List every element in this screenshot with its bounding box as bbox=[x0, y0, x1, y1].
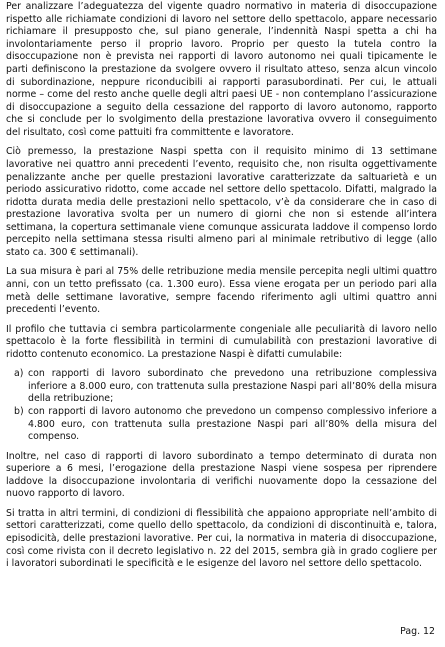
paragraph-1: Per analizzare l’adeguatezza del vigente quadro normativo in materia di disoccupazione rispetto alle richiamate condizioni di lavoro nel settore dello spettacolo, appare necessario richiamare il presupposto che, sul piano generale, l’indennità Naspi spetta a chi ha involontariamente perso il proprio lavoro. Proprio per questo la tutela contro la disoccupazione non è prevista nei rapporti di lavoro autonomo nei quali tipicamente le parti definiscono la prestazione da svolgere ovvero il risultato atteso, senza alcun vincolo di subordinazione, neppure riconducibili ai rapporti parasubordinati. Per cui, le attuali norme – come del resto anche quelle degli altri paesi UE - non contemplano l’assicurazione di disoccupazione a seguito della cessazione del rapporto di lavoro autonomo, rapporto che si conclude per lo svolgimento della prestazione lavorativa ovvero il conseguimento del risultato, così come pattuiti fra committente e lavoratore. bbox=[6, 1, 437, 138]
list-item bbox=[6, 406, 437, 444]
cumulability-list bbox=[6, 368, 437, 444]
list-marker: a) bbox=[14, 368, 24, 380]
list-marker: b) bbox=[14, 406, 24, 417]
list-item bbox=[6, 368, 437, 406]
paragraph-5: Inoltre, nel caso di rapporti di lavoro subordinato a tempo determinato di durata non superiore a 6 mesi, l’erogazione della prestazione Naspi viene sospesa per riprendere laddove la disoccupazione involontaria di verifichi nuovamente dopo la cessazione del nuovo rapporto di lavoro. bbox=[6, 450, 437, 500]
list-item-text: con rapporti di lavoro autonomo che prevedono un compenso complessivo inferiore a 4.800 euro, con trattenuta sulla prestazione Naspi pari all’80% della misura del compenso. bbox=[28, 406, 437, 443]
paragraph-4: Il profilo che tuttavia ci sembra particolarmente congeniale alle peculiarità di lavoro nello spettacolo è la forte flessibilità in termini di cumulabilità con prestazioni lavorative di ridotto contenuto economico. La prestazione Naspi è difatti cumulabile: bbox=[6, 323, 437, 360]
paragraph-2: Ciò premesso, la prestazione Naspi spetta con il requisito minimo di 13 settimane lavorative nei quattro anni precedenti l’evento, requisito che, non risulta oggettivamente penalizzante anche per quelle prestazioni lavorative caratterizzate da saltuarietà e un periodo assicurativo ridotto, come accade nel settore dello spettacolo. Difatti, malgrado la ridotta durata media delle prestazioni nello spettacolo, v’è da considerare che in caso di prestazione lavorativa svolta per un numero di giorni che non si estende all’intera settimana, la copertura settimanale viene comunque assicurata laddove il compenso lordo percepito nella settimana stessa risulti almeno pari al minimale retributivo di legge (allo stato ca. 300 € settimanali). bbox=[6, 146, 437, 259]
paragraph-6: Si tratta in altri termini, di condizioni di flessibilità che appaiono appropriate nell’ambito di settori caratterizzati, come quello dello spettacolo, da condizioni di discontinuità e, talora, episodicità, delle prestazioni lavorative. Per cui, la normativa in materia di disoccupazione, così come rivista con il decreto legislativo n. 22 del 2015, sembra già in grado cogliere per i lavoratori subordinati le specificità e le esigenze del lavoro nel settore dello spettacolo. bbox=[6, 507, 437, 570]
page-number: Pag. 12 bbox=[400, 626, 435, 637]
paragraph-3: La sua misura è pari al 75% delle retribuzione media mensile percepita negli ultimi quattro anni, con un tetto prefissato (ca. 1.300 euro). Essa viene erogata per un periodo pari alla metà delle settimane lavorative, sempre facendo riferimento agli ultimi quattro anni precedenti l’evento. bbox=[6, 266, 437, 316]
list-item-text: con rapporti di lavoro subordinato che prevedono una retribuzione complessiva inferiore a 8.000 euro, con trattenuta sulla prestazione Naspi pari all’80% della misura della retribuzione; bbox=[28, 368, 437, 405]
